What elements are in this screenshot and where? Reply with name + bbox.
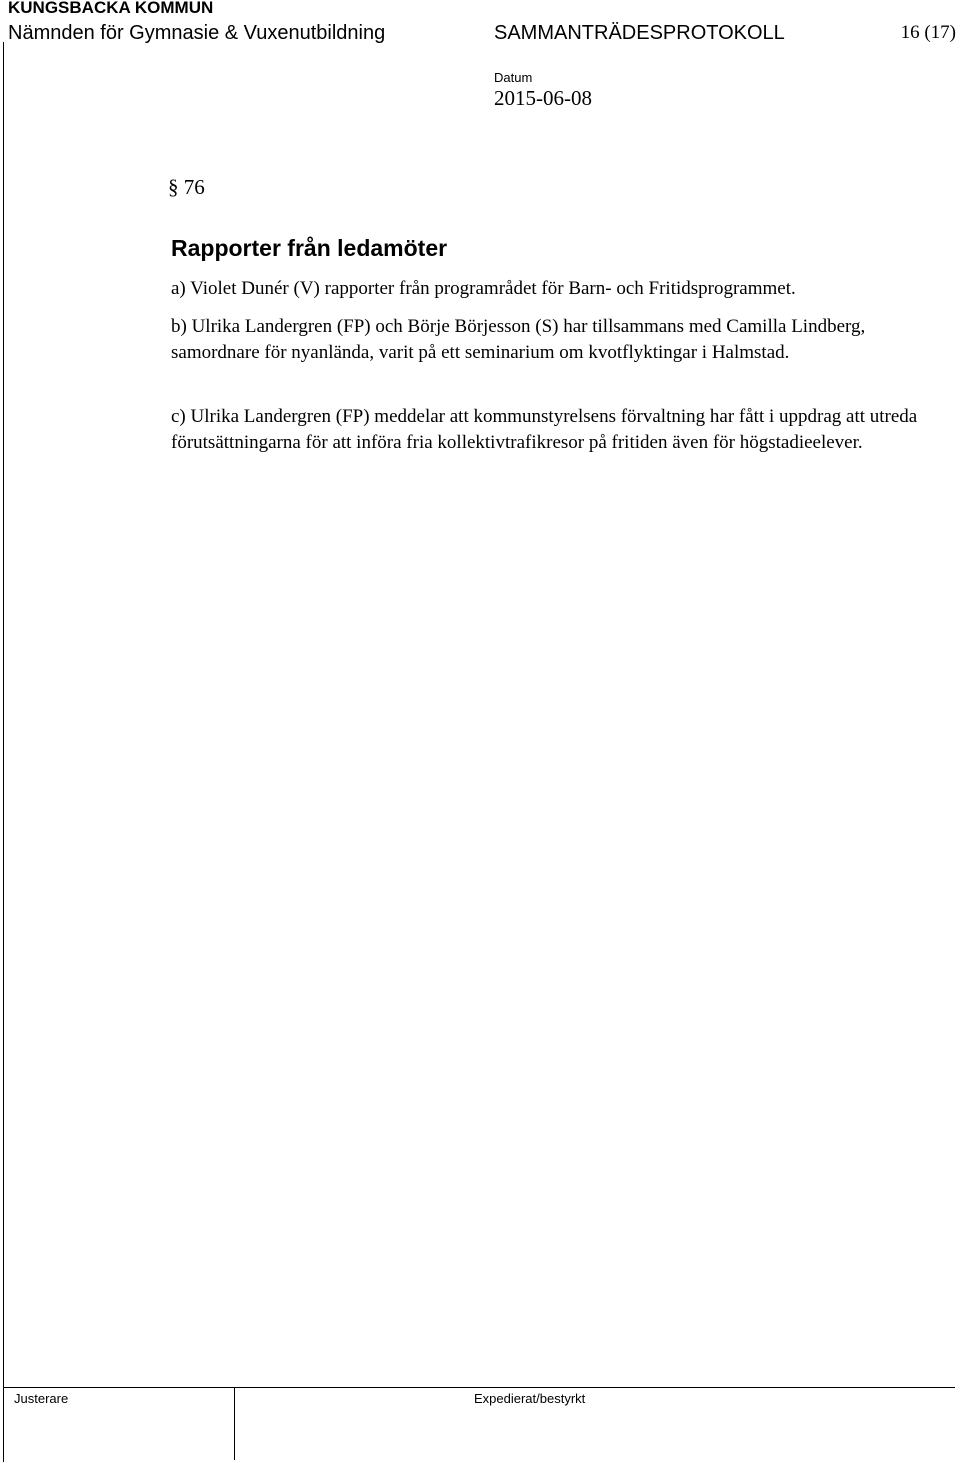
footer-column-separator bbox=[234, 1387, 235, 1460]
report-item-b: b) Ulrika Landergren (FP) och Börje Börjesson (S) har tillsammans med Camilla Lindberg, samordnare för nyanlända, varit på ett seminarium om kvotflyktingar i Halmstad. bbox=[171, 316, 866, 363]
expedierat-label: Expedierat/bestyrkt bbox=[474, 1391, 586, 1406]
meeting-date: 2015-06-08 bbox=[494, 86, 592, 110]
date-label: Datum bbox=[494, 70, 533, 85]
report-item-c: c) Ulrika Landergren (FP) meddelar att kommunstyrelsens förvaltning har fått i uppdrag att utreda förutsättningarna för att införa fria kollektivtrafikresor på fritiden även för högstadieelever. bbox=[171, 406, 918, 453]
organization-name: KUNGSBACKA KOMMUN bbox=[8, 0, 214, 17]
footer-divider bbox=[3, 1387, 955, 1388]
page-number: 16 (17) bbox=[900, 22, 956, 43]
document-type: SAMMANTRÄDESPROTOKOLL bbox=[494, 22, 785, 44]
justerare-label: Justerare bbox=[14, 1391, 69, 1406]
paragraph-number: § 76 bbox=[168, 175, 205, 199]
report-item-a: a) Violet Dunér (V) rapporter från programrådet för Barn- och Fritidsprogrammet. bbox=[171, 278, 796, 299]
section-title: Rapporter från ledamöter bbox=[171, 235, 448, 261]
left-margin-rule bbox=[3, 42, 4, 1462]
board-name: Nämnden för Gymnasie & Vuxenutbildning bbox=[8, 22, 386, 44]
